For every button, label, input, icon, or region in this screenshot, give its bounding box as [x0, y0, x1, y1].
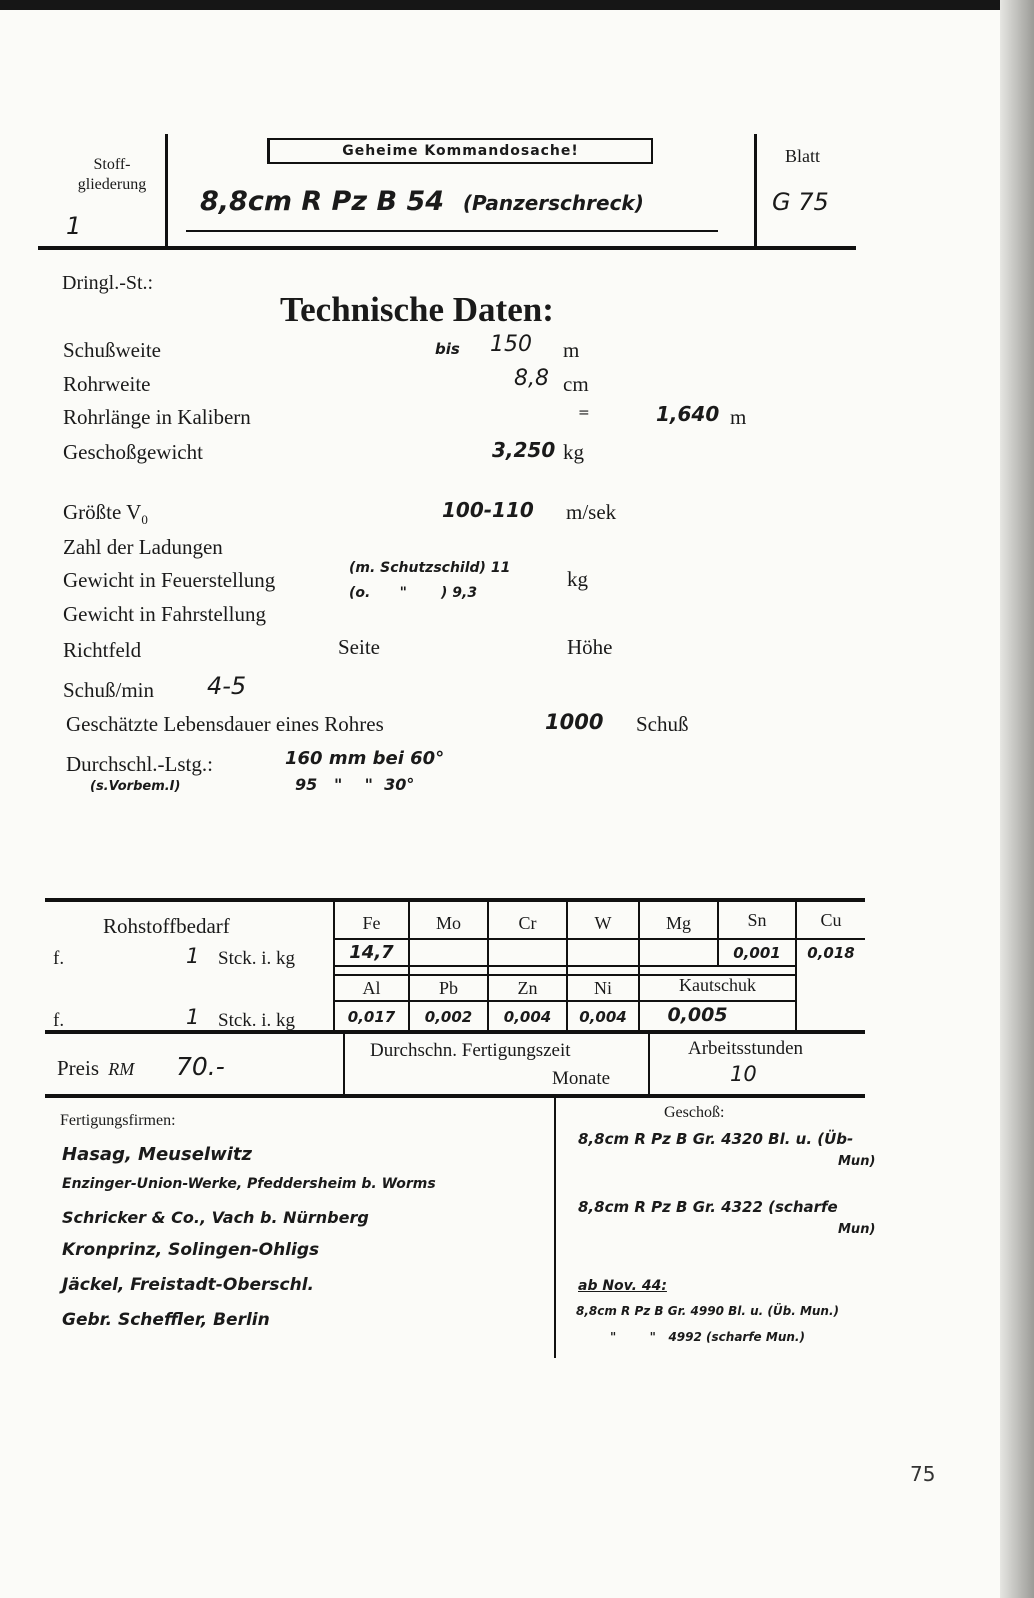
material-header: Ni	[594, 978, 612, 998]
spec-value: 95 " " 30°	[295, 775, 415, 794]
preis-bottom-rule	[45, 1094, 865, 1098]
material-value: 0,004	[503, 1008, 552, 1026]
firma-item: Hasag, Meuselwitz	[62, 1144, 252, 1165]
table-top-rule	[45, 898, 865, 902]
spec-label: Rohrweite	[63, 372, 151, 396]
scan-page-edge	[1000, 0, 1034, 1598]
title-underline	[186, 230, 718, 232]
stoff-label: Stoff- gliederung	[77, 156, 147, 193]
header-bottom-rule	[38, 246, 856, 250]
page-heading: Technische Daten:	[280, 290, 554, 329]
material-value: 0,017	[347, 1008, 396, 1026]
material-header: W	[594, 913, 612, 933]
rohstoff-title: Rohstoffbedarf	[103, 914, 230, 938]
arbeitsstunden-value: 10	[730, 1062, 757, 1086]
material-value: 0,002	[424, 1008, 473, 1026]
spec-unit: m/sek	[566, 500, 617, 524]
geschoss-item: 8,8cm R Pz B Gr. 4320 Bl. u. (Üb-	[578, 1130, 854, 1148]
material-header: Cr	[518, 913, 537, 933]
preis-value: 70.-	[176, 1052, 225, 1081]
geschoss-item: Mun)	[838, 1154, 876, 1169]
material-header: Fe	[362, 913, 381, 933]
spec-label: Geschoßgewicht	[63, 440, 203, 464]
material-header: Mg	[665, 913, 691, 933]
spec-label: Gewicht in Fahrstellung	[63, 602, 266, 626]
material-value: 0,018	[807, 944, 855, 962]
rohstoff-row-f: f.	[53, 1010, 65, 1031]
preis-col-rule	[343, 1034, 345, 1094]
geschoss-label: Geschoß:	[664, 1104, 725, 1121]
firma-item: Gebr. Scheffler, Berlin	[62, 1310, 270, 1330]
weapon-title: 8,8cm R Pz B 54 (Panzerschreck)	[200, 186, 644, 217]
spec-label: Gewicht in Feuerstellung	[63, 568, 276, 592]
page-number: 75	[910, 1462, 936, 1486]
bottom-divider	[554, 1098, 556, 1358]
blatt-value: G 75	[772, 188, 829, 216]
material-value: 0,004	[579, 1008, 627, 1026]
rohstoff-row-f: f.	[53, 948, 65, 969]
table-row-rule	[335, 938, 865, 940]
fertigungszeit-unit: Monate	[552, 1068, 611, 1089]
spec-value: (o. " ) 9,3	[349, 585, 478, 601]
spec-value: 150	[490, 332, 532, 357]
spec-label: Rohrlänge in Kalibern	[63, 405, 251, 429]
blatt-label: Blatt	[785, 146, 820, 166]
spec-value: 160 mm bei 60°	[285, 748, 445, 769]
material-value: 14,7	[349, 942, 394, 963]
spec-value: 1,640	[656, 402, 720, 426]
table-bottom-rule	[45, 1030, 865, 1034]
spec-value: 8,8	[514, 366, 549, 391]
firma-item: Jäckel, Freistadt-Oberschl.	[62, 1275, 314, 1295]
material-header: Sn	[747, 910, 767, 930]
spec-unit: m	[563, 338, 580, 362]
scan-top-border	[0, 0, 1034, 10]
rohstoff-row-qty: 1	[186, 944, 200, 968]
rohstoff-row-unit: Stck. i. kg	[218, 948, 296, 969]
material-value: 0,005	[667, 1004, 728, 1026]
spec-label: Schuß/min	[63, 678, 155, 702]
header-divider-left	[165, 134, 168, 246]
spec-value: 3,250	[492, 438, 556, 462]
spec-sub-label: Höhe	[567, 635, 613, 659]
dringl-label: Dringl.-St.:	[62, 272, 154, 294]
preis-label: Preis RM	[57, 1056, 135, 1080]
spec-value: 1000	[545, 710, 604, 734]
spec-sub-label: Seite	[338, 635, 380, 659]
spec-note: (s.Vorbem.I)	[90, 779, 181, 794]
spec-label: Schußweite	[63, 338, 161, 362]
material-header: Pb	[438, 978, 458, 998]
spec-value: 4-5	[207, 672, 247, 700]
spec-label: Durchschl.-Lstg.:	[66, 752, 213, 776]
geschoss-item: Mun)	[838, 1222, 876, 1237]
material-header: Cu	[820, 910, 842, 930]
spec-value: (m. Schutzschild) 11	[349, 560, 511, 576]
material-header: Zn	[517, 978, 538, 998]
geschoss-item: " " 4992 (scharfe Mun.)	[610, 1330, 805, 1344]
spec-label: Größte $V_0$	[63, 500, 148, 528]
geschoss-item: 8,8cm R Pz B Gr. 4990 Bl. u. (Üb. Mun.)	[576, 1304, 840, 1318]
firma-item: Schricker & Co., Vach b. Nürnberg	[62, 1208, 369, 1227]
spec-prefix: =	[578, 405, 590, 421]
rohstoff-row-qty: 1	[186, 1005, 200, 1029]
header-divider-right	[754, 134, 757, 246]
preis-col-rule	[648, 1034, 650, 1094]
material-header: Mo	[435, 913, 461, 933]
firmen-label: Fertigungsfirmen:	[60, 1112, 176, 1129]
spec-unit: m	[730, 405, 747, 429]
stoff-value: 1	[66, 212, 82, 240]
rohstoff-row-unit: Stck. i. kg	[218, 1010, 296, 1031]
fertigungszeit-label: Durchschn. Fertigungszeit	[370, 1040, 571, 1061]
spec-unit: Schuß	[636, 712, 689, 736]
spec-unit: kg	[567, 567, 588, 591]
spec-label: Geschätzte Lebensdauer eines Rohres	[66, 712, 384, 736]
firma-item: Kronprinz, Solingen-Ohligs	[62, 1240, 320, 1260]
geschoss-item: 8,8cm R Pz B Gr. 4322 (scharfe	[578, 1198, 838, 1216]
spec-unit: kg	[563, 440, 584, 464]
material-value: 0,001	[733, 944, 781, 962]
spec-prefix: bis	[435, 340, 460, 358]
arbeitsstunden-label: Arbeitsstunden	[688, 1038, 804, 1059]
spec-value: 100-110	[442, 498, 534, 522]
secret-stamp: Geheime Kommandosache!	[267, 138, 653, 164]
geschoss-note: ab Nov. 44:	[578, 1278, 667, 1294]
material-header: Al	[362, 978, 381, 998]
firma-item: Enzinger-Union-Werke, Pfeddersheim b. Worms	[62, 1176, 436, 1192]
spec-label: Richtfeld	[63, 638, 142, 662]
spec-label: Zahl der Ladungen	[63, 535, 223, 559]
spec-unit: cm	[563, 372, 589, 396]
material-header: Kautschuk	[679, 975, 756, 995]
